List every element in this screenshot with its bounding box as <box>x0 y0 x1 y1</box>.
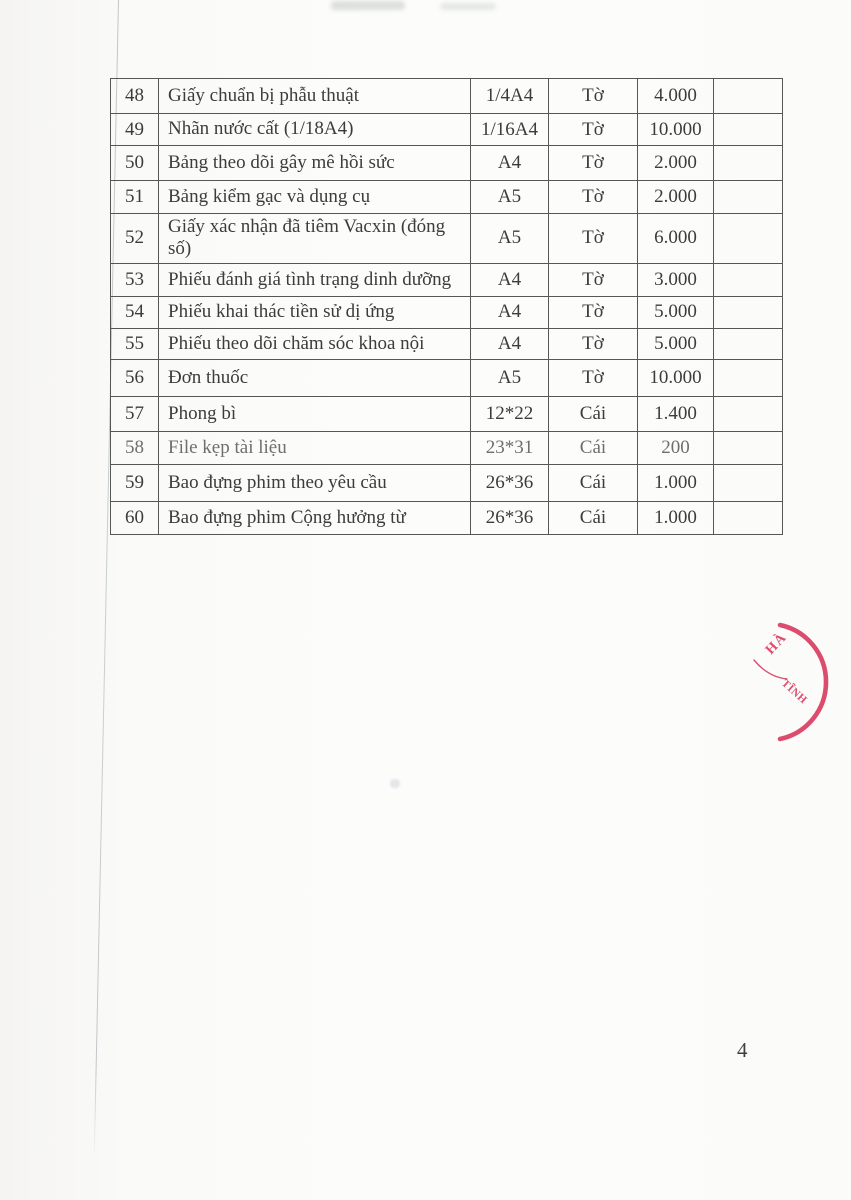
item-name: Giấy chuẩn bị phẫu thuật <box>159 79 471 114</box>
item-size: A5 <box>471 214 549 264</box>
item-note <box>714 214 783 264</box>
item-number: 60 <box>111 501 159 534</box>
item-unit: Tờ <box>549 114 638 146</box>
item-unit: Tờ <box>549 214 638 264</box>
item-note <box>714 263 783 296</box>
table-row <box>111 359 783 396</box>
item-name: Bảng kiểm gạc và dụng cụ <box>159 181 471 214</box>
item-quantity: 3.000 <box>638 263 714 296</box>
supplies-price-table <box>110 78 783 535</box>
item-number: 54 <box>111 296 159 328</box>
stamp-text-lower: TĨNH <box>778 677 810 707</box>
item-name: Nhãn nước cất (1/18A4) <box>159 114 471 146</box>
item-number: 51 <box>111 181 159 214</box>
item-number: 58 <box>111 431 159 464</box>
item-quantity: 4.000 <box>638 79 714 114</box>
item-name: Giấy xác nhận đã tiêm Vacxin (đóng số) <box>159 214 471 264</box>
item-unit: Tờ <box>549 146 638 181</box>
item-size: 26*36 <box>471 464 549 501</box>
item-quantity: 2.000 <box>638 181 714 214</box>
scan-artifact <box>440 3 496 10</box>
table-row <box>111 431 783 464</box>
item-quantity: 1.400 <box>638 396 714 431</box>
item-note <box>714 181 783 214</box>
item-quantity: 10.000 <box>638 359 714 396</box>
item-size: 23*31 <box>471 431 549 464</box>
item-size: A4 <box>471 328 549 359</box>
item-note <box>714 464 783 501</box>
item-note <box>714 114 783 146</box>
item-name: Phiếu theo dõi chăm sóc khoa nội <box>159 328 471 359</box>
item-size: 12*22 <box>471 396 549 431</box>
item-size: 26*36 <box>471 501 549 534</box>
item-unit: Cái <box>549 501 638 534</box>
item-note <box>714 146 783 181</box>
item-name: Bao đựng phim theo yêu cầu <box>159 464 471 501</box>
item-quantity: 6.000 <box>638 214 714 264</box>
table-row <box>111 501 783 534</box>
item-quantity: 5.000 <box>638 328 714 359</box>
item-note <box>714 359 783 396</box>
item-size: A4 <box>471 146 549 181</box>
item-note <box>714 79 783 114</box>
item-quantity: 2.000 <box>638 146 714 181</box>
table-row <box>111 114 783 146</box>
item-size: A4 <box>471 296 549 328</box>
item-quantity: 1.000 <box>638 501 714 534</box>
item-unit: Tờ <box>549 263 638 296</box>
stamp-inner-arc <box>754 660 787 679</box>
item-number: 55 <box>111 328 159 359</box>
item-size: 1/16A4 <box>471 114 549 146</box>
item-number: 53 <box>111 263 159 296</box>
item-note <box>714 328 783 359</box>
table-row <box>111 214 783 264</box>
table-row <box>111 328 783 359</box>
table-row <box>111 464 783 501</box>
item-size: A5 <box>471 181 549 214</box>
item-size: 1/4A4 <box>471 79 549 114</box>
item-note <box>714 396 783 431</box>
item-name: Phong bì <box>159 396 471 431</box>
item-quantity: 1.000 <box>638 464 714 501</box>
item-quantity: 200 <box>638 431 714 464</box>
item-name: Phiếu đánh giá tình trạng dinh dưỡng <box>159 263 471 296</box>
item-name: Bao đựng phim Cộng hưởng từ <box>159 501 471 534</box>
item-note <box>714 296 783 328</box>
item-quantity: 10.000 <box>638 114 714 146</box>
item-number: 52 <box>111 214 159 264</box>
item-number: 57 <box>111 396 159 431</box>
table-row <box>111 181 783 214</box>
item-unit: Tờ <box>549 328 638 359</box>
page-number: 4 <box>737 1038 748 1062</box>
item-note <box>714 431 783 464</box>
item-unit: Cái <box>549 396 638 431</box>
table-row <box>111 146 783 181</box>
item-number: 49 <box>111 114 159 146</box>
stamp-arcs <box>754 625 826 739</box>
item-number: 48 <box>111 79 159 114</box>
item-number: 50 <box>111 146 159 181</box>
item-unit: Tờ <box>549 79 638 114</box>
scan-artifact <box>390 779 400 788</box>
scan-artifact <box>331 1 405 10</box>
table-row <box>111 263 783 296</box>
item-unit: Cái <box>549 464 638 501</box>
item-name: Đơn thuốc <box>159 359 471 396</box>
table-row <box>111 396 783 431</box>
item-note <box>714 501 783 534</box>
item-number: 56 <box>111 359 159 396</box>
item-unit: Tờ <box>549 359 638 396</box>
stamp-outer-arc <box>780 625 826 739</box>
stamp-text-upper: HÀ <box>762 629 791 658</box>
item-size: A4 <box>471 263 549 296</box>
item-name: Bảng theo dõi gây mê hồi sức <box>159 146 471 181</box>
table-row <box>111 296 783 328</box>
item-unit: Tờ <box>549 181 638 214</box>
item-unit: Cái <box>549 431 638 464</box>
item-name: File kẹp tài liệu <box>159 431 471 464</box>
item-unit: Tờ <box>549 296 638 328</box>
item-size: A5 <box>471 359 549 396</box>
item-name: Phiếu khai thác tiền sử dị ứng <box>159 296 471 328</box>
item-number: 59 <box>111 464 159 501</box>
item-quantity: 5.000 <box>638 296 714 328</box>
table-row <box>111 79 783 114</box>
